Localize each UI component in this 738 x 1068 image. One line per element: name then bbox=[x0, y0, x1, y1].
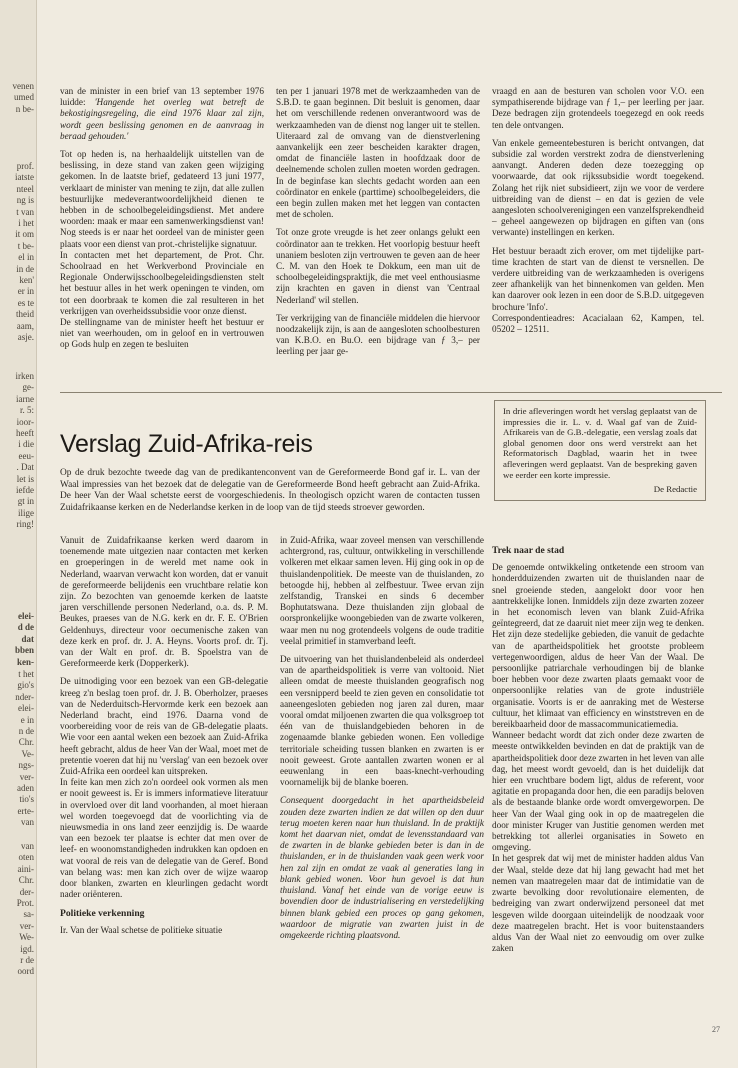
page-number: 27 bbox=[712, 1025, 720, 1034]
edge-text-fragment: ver- bbox=[19, 920, 34, 931]
edge-text-fragment: iefde bbox=[16, 485, 34, 495]
edge-text-fragment: ge- bbox=[22, 382, 34, 393]
edge-text-fragment: ver- bbox=[19, 771, 34, 782]
edge-text-fragment: nder- bbox=[15, 691, 34, 702]
edge-text-fragment: n de bbox=[18, 726, 34, 736]
edge-text-fragment: We- bbox=[19, 932, 34, 943]
editorial-note-text: In drie afleveringen wordt het verslag geplaatst van de impressies die ir. L. v. d. Waal gaf van de Zuid-Afrikareis van de G.B.-delegatie, een verslag zoals dat global genomen door ons werd verstrekt aan het Reformatorisch Dagblad, waarin het in twee afleveringen werd geplaatst. Van de bespreking gaven we eerder een korte impressie. bbox=[503, 406, 697, 480]
edge-text-fragment: i het bbox=[18, 218, 34, 228]
article-col2-para-2: De uitvoering van het thuislandenbeleid als onderdeel van de apartheidspolitiek is verre van voltooid. Niet alleen omdat de meeste thuislanden geografisch nog een versnipperd beeld te zien geven en consolidatie tot aaneengesloten gebieden nog jaren zal duren, maar vooral omdat miljoenen zwarten die qua volksgroep tot één van de thuislandgebieden behoren in de zogenaamde blanke gebieden wonen. Een volledige territoriale scheiding tussen blanken en zwarten is er nooit geweest. Grote aantallen zwarten wonen er al eeuwenlang in een baas-knecht-verhouding voornamelijk bij de blanke boeren. bbox=[280, 654, 484, 788]
article-col2-italic-para: Consequent doorgedacht in het apartheidsbeleid zouden deze zwarten indien ze dat willen op den duur terug moeten keren naar hun thuisland. In de praktijk komt het daarvan niet, omdat de levensstandaard van de zwarten in de blanke gebieden beter is dan in de thuislanden, er in de thuislanden vaak geen werk voor hen zal zijn en omdat ze vaak al generaties lang in blank gebied wonen. Voor hun gevoel is dat hun thuisland. Vanaf het einde van de vorige eeuw is bovendien door de industrialisering en verstedelijking binnen blank gebied een proces op gang gekomen, waardoor de migratie van zwarten juist in de omgekeerde richting plaatsvond. bbox=[280, 795, 484, 940]
previous-page-edge bbox=[0, 0, 37, 1068]
edge-text-fragment: igd. bbox=[20, 943, 34, 954]
edge-text-fragment: ilige bbox=[18, 507, 34, 518]
edge-text-fragment: t van bbox=[16, 206, 34, 217]
article-col3-para-3: In het gesprek dat wij met de minister hadden aldus Van der Waal, stelde deze dat hij lang gewacht had met het nemen van maatregelen maar dat de intimidatie van de zwarte bevolking door revolutionaire elementen, de bedreiging van zwart onderwijzend personeel dat met lesgeven wilde doorgaan uiteindelijk de noodzaak voor deze maatregelen bracht. Het is voor buitenstaanders aldus Van der Waal niet zo eenvoudig om over zulke zaken bbox=[492, 853, 704, 954]
editorial-signature: De Redactie bbox=[653, 484, 697, 495]
edge-text-fragment: dat bbox=[21, 633, 34, 644]
top-col3-para-2: Van enkele gemeentebesturen is bericht ontvangen, dat subsidie zal worden verstrekt zodra de dienstverlening aanvangt. Anderen deden deze toezegging op voorwaarde, dat ook rijkssubsidie wordt toegekend. Zolang het rijk niet subsidieert, zijn we voor de verdere uitbreiding van de dienst – en dat is gezien de vele aangesloten schoolverenigingen een vanzelfsprekendheid – geheel aangewezen op bijdragen en giften van (ons verwante) instellingen en kerken. bbox=[492, 137, 704, 238]
edge-text-fragment: r. 5: bbox=[19, 405, 34, 416]
article-col1-para-2: De uitnodiging voor een bezoek van een GB-delegatie kreeg z'n beslag toen prof. dr. J. B. Oberholzer, praeses van de Nederduitsch-Hervormde kerk een bezoek aan Nederland bracht, eind 1976. Daarna vond de voorbereiding voor de reis van de GB-delegatie plaats. Wie voor een aantal weken een bezoek aan Zuid-Afrika heeft gebracht, aldus de heer Van der Waal, moet met de pretentie voeren dat hij nu 'verslag' van een bezoek over Zuid-Afrika een oordeel kan uitspreken. bbox=[60, 676, 268, 777]
edge-text-fragment: Ve- bbox=[21, 748, 34, 759]
edge-text-fragment: heeft bbox=[16, 428, 34, 438]
edge-text-fragment: iarne bbox=[16, 393, 34, 404]
edge-text-fragment: eeu- bbox=[18, 450, 34, 461]
edge-text-fragment: t het bbox=[18, 669, 34, 679]
edge-text-fragment: iatste bbox=[15, 172, 34, 183]
top-col3-para-1: vraagd en aan de besturen van scholen voor V.O. een sympathiserende bijdrage van ƒ 1,– per leerling per jaar. Deze bedragen zijn grotendeels toegezegd en ook reeds ten dele ontvangen. bbox=[492, 86, 704, 130]
edge-text-fragment: ng is bbox=[16, 195, 34, 206]
edge-text-fragment: n be- bbox=[15, 103, 34, 114]
article-col1-tail: Ir. Van der Waal schetse de politieke situatie bbox=[60, 924, 223, 935]
edge-text-fragment: der- bbox=[19, 886, 34, 897]
edge-text-fragment: bben bbox=[14, 645, 34, 656]
section-divider bbox=[60, 392, 722, 393]
edge-text-fragment: sa- bbox=[23, 909, 34, 920]
edge-text-fragment: aam, bbox=[16, 320, 34, 331]
edge-text-fragment: ring! bbox=[16, 519, 34, 530]
edge-text-fragment: asje. bbox=[17, 332, 34, 342]
subheading-trek-naar-de-stad: Trek naar de stad bbox=[492, 545, 565, 556]
top-col3-para-3: Het bestuur beraadt zich erover, om met tijdelijke part-time krachten de start van de dienst te versnellen. De verdere uitbreiding van de werkzaamheden is overigens zeer afhankelijk van het binnenkomen van gelden. Men kan daarover ook lezen in een door de S.B.D. uitgegeven brochure 'Info'. bbox=[492, 245, 704, 312]
edge-text-fragment: prof. bbox=[16, 161, 34, 171]
edge-text-fragment: umed bbox=[14, 92, 34, 103]
top-col3-para-4: Correspondentieadres: Acacialaan 62, Kampen, tel. 05202 – 12511. bbox=[492, 312, 704, 335]
edge-text-fragment: es te bbox=[17, 297, 34, 308]
article-intro: Op de druk bezochte tweede dag van de predikantenconvent van de Gereformeerde Bond gaf ir. L. van der Waal impressies van het bezoek dat de delegatie van de Gereformeerde Bond heeft gebracht aan Zuid-Afrika. De heer Van der Waal schetste eerst de voorgeschiedenis. In theologisch opzicht waren de contacten tussen Zuidafrikaanse kerken en de Nederlandse kerken in de loop van de tijd steeds stroever geworden. bbox=[60, 468, 480, 513]
edge-text-fragment: aden bbox=[17, 783, 34, 793]
edge-text-fragment: Chr. bbox=[18, 737, 34, 748]
edge-text-fragment: i die bbox=[18, 439, 34, 450]
edge-text-fragment: el in bbox=[18, 252, 34, 263]
edge-text-fragment: d de bbox=[17, 622, 34, 633]
top-col1-para-2: Tot op heden is, na herhaaldelijk uitstellen van de beslissing, in deze stand van zaken geen wijziging gekomen. In de laatste brief, gedateerd 13 juni 1977, verklaart de minister van mening te zijn, dat alle zullen bestuurlijke medeverantwoordelijkheid dienen te hebben in de schoolbegeleidingsdienst. Met andere woorden: maak er maar een samenwerkingsdienst van! Nog steeds is er naar het oordeel van de minister geen plaats voor een dienst van prot.-christelijke signatuur. bbox=[60, 149, 264, 249]
edge-text-fragment: theid bbox=[16, 309, 34, 320]
edge-text-fragment: van bbox=[21, 817, 34, 828]
edge-text-fragment: elei- bbox=[18, 703, 34, 714]
edge-text-fragment: er in bbox=[17, 286, 34, 297]
edge-text-fragment: gio's bbox=[17, 680, 34, 691]
editorial-note-box bbox=[494, 400, 706, 501]
edge-text-fragment: aini- bbox=[17, 863, 34, 874]
edge-text-fragment: in de bbox=[16, 263, 34, 274]
top-col2-para-2: Tot onze grote vreugde is het zeer onlangs gelukt een coördinator aan te trekken. Het voorlopig bestuur heeft unaniem besloten zijn vertrouwen te geven aan de heer C. M. van den Hoek te Dokkum, een man uit de schoolbegeleidingspraktijk, die met veel enthousiasme zijn krachten en gaven in dienst van 'Centraal Nederland' wil stellen. bbox=[276, 227, 480, 305]
top-col1-para-1: van de minister in een brief van 13 september 1976 luidde: 'Hangende het overleg wat betreft de bekostigingsregeling, die eind 1976 klaar zal zijn, wordt geen beslissing genomen en de aanvraag in beraad gehouden.' bbox=[60, 86, 264, 141]
top-column-2 bbox=[276, 86, 480, 358]
edge-text-fragment: ioor- bbox=[16, 416, 34, 427]
edge-text-fragment: ken' bbox=[19, 275, 34, 285]
edge-text-fragment: r de bbox=[20, 955, 34, 965]
top-column-1 bbox=[60, 86, 264, 351]
edge-text-fragment: oten bbox=[18, 852, 34, 863]
subheading-politieke-verkenning: Politieke verkenning bbox=[60, 907, 145, 919]
edge-text-fragment: erte- bbox=[17, 805, 34, 816]
edge-text-fragment: oord bbox=[17, 966, 34, 977]
top-col1-para-4: De stellingname van de minister heeft het bestuur er niet van weerhouden, om in geloof en in vertrouwen op Gods hulp en zegen te besluiten bbox=[60, 317, 264, 350]
edge-text-fragment: . Dat bbox=[16, 462, 34, 473]
top-col2-para-1: ten per 1 januari 1978 met de werkzaamheden van de S.B.D. te gaan beginnen. Dit besluit is genomen, daar het om verschillende redenen onverantwoord was de werkzaamheden van de dienst nog langer uit te stellen. Uiteraard zal de omvang van de dienstverlening aanvankelijk een zeer bescheiden karakter dragen, omdat de financiële lasten in hoofdzaak door de deelnemende scholen zullen moeten worden gedragen. In de beginfase kan slechts gedacht worden aan een coördinator en enkele (parttime) schoolbegeleiders, die een begin zullen maken met het leggen van contacten met de scholen. bbox=[276, 86, 480, 220]
article-headline: Verslag Zuid-Afrika-reis bbox=[60, 430, 313, 458]
top-column-3 bbox=[492, 86, 704, 335]
article-col3-para-1: De genoemde ontwikkeling ontketende een stroom van honderdduizenden zwarten uit de thuislanden naar de snel groeiende steden, aangelokt door voor hen aantrekkelijke lonen. Inmiddels zijn deze zwarten zozeer in het economisch leven van blank Zuid-Afrika geïntegreerd, dat ze daaruit niet meer zijn weg te denken. Het zijn deze stedelijke gebieden, die vanuit de gedachte van de apartheidspolitiek het grootste probleem vertegenwoordigen, aldus de heer Van der Waal. De persoonlijke patriarchale verhoudingen bij de blanke boer hebben voor deze zwarten plaats gemaakt voor de onpersoonlijke relaties van de grote industriële organisatie. Voorts is er de aanraking met de Westerse cultuur, het klimaat van efficiency en winststreven en de bereikbaarheid door de massacommunicatiemedia. bbox=[492, 562, 704, 730]
edge-text-fragment: venen bbox=[12, 81, 34, 91]
article-col3-para-2: Wanneer bedacht wordt dat zich onder deze zwarten de meeste ontwikkelden bevinden en dat de praktijk van de apartheidspolitiek door deze zwarten in het leven van alle dag, het meest wordt gevoeld, dan is het duidelijk dat hier een vruchtbare bodem ligt, aldus de referent, voor agitatie en propaganda door hen, die een paradijs beloven als de bestaande blanke orde wordt omvergeworpen. De heer Van der Waal ging ook in op de maatregelen die door minister Kruger van Justitie genomen werden met betrekking tot allerlei organisaties in Soweto en omgeving. bbox=[492, 730, 704, 853]
article-column-2 bbox=[280, 535, 484, 941]
edge-text-fragment: Prot. bbox=[16, 898, 34, 908]
edge-text-fragment: tio's bbox=[19, 794, 34, 805]
edge-text-fragment: van bbox=[21, 841, 34, 851]
article-col1-para-1: Vanuit de Zuidafrikaanse kerken werd daarom in toenemende mate uitgezien naar contacten met kerken en groeperingen in de wereld met name ook in Nederland, waarvan verwacht kon worden, dat er vanuit de gereformeerde belijdenis een vruchtbare relatie kon zijn. Zo bezochten van genoemde kerken de laatste jaren verschillende personen Nederland, o.a. ds. P. M. Beukes, praeses van de N.G. kerk en dr. F. E. O'Brien Geldenhuys, directeur voor oecumenische zaken van deze kerk en prof. dr. J. A. Heyns. Voorts prof. dr. Tj. van der Walt en prof. dr. B. Spoelstra van de Gereformeerde kerk (Dopperkerk). bbox=[60, 535, 268, 669]
edge-text-fragment: Chr. bbox=[18, 875, 34, 886]
edge-text-fragment: t be- bbox=[17, 240, 34, 251]
edge-text-fragment: ken- bbox=[16, 656, 34, 667]
article-column-1 bbox=[60, 535, 268, 936]
edge-text-fragment: irken bbox=[15, 371, 34, 381]
edge-text-fragment: gt in bbox=[17, 496, 34, 507]
edge-text-fragment: let is bbox=[16, 473, 34, 484]
article-col2-para-1: in Zuid-Afrika, waar zoveel mensen van verschillende achtergrond, ras, cultuur, ontwikkeling in verschillende volkeren met elkaar samen leven. Hij ging ook in op de thuislandenpolitiek. De meeste van de thuislanden, zo betoogde hij, hebben al zelfbestuur. Twee ervan zijn zelfstandig, Transkei en sinds 6 december Bophutatswana. Deze thuislanden zijn globaal de oorspronkelijke woongebieden van de zwarte volkeren, waar men nu nog grotendeels volgens de oude traditie veelal primitief in stamverband leeft. bbox=[280, 535, 484, 646]
article-column-3 bbox=[492, 545, 704, 954]
article-col1-para-3: In feite kan men zich zo'n oordeel ook vormen als men er nooit geweest is. Er is immers informatieve literatuur in overvloed over dit land voorhanden, al moet hieraan wel worden toegevoegd dat de voorlichting via de nieuwsmedia in ons land zeer eenzijdig is. De waarde van een bezoek ter plaatse is echter dat men over de leef- en woonomstandigheden indrukken kan opdoen en wat vooral de reis van de delegatie van de Geref. Bond van belang was: men kan zich over de wijze waarop door blanken, zwarten en kleurlingen gedacht wordt nader oriënteren. bbox=[60, 777, 268, 900]
top-col2-para-3: Ter verkrijging van de financiële middelen die hiervoor noodzakelijk zijn, is aan de aangesloten schoolbesturen van K.B.O. en Bu.O. een bijdrage van ƒ 3,– per leerling per jaar ge- bbox=[276, 312, 480, 357]
edge-text-fragment: elei- bbox=[18, 611, 34, 621]
edge-text-fragment: e in bbox=[20, 714, 34, 725]
top-col1-para-3: In contacten met het departement, de Prot. Chr. Schoolraad en het Werkverbond Provinciale en Regionale Onderwijsschoolbegeleidingsdiensten stelt het bestuur alles in het werk openingen te vinden, om tot een doorbraak te komen die zal resulteren in het verkrijgen van overheidssubsidie voor onze dienst. bbox=[60, 249, 264, 316]
edge-text-fragment: nteel bbox=[16, 183, 34, 194]
edge-text-fragment: it om bbox=[15, 229, 34, 240]
edge-text-fragment: ngs- bbox=[18, 760, 34, 771]
